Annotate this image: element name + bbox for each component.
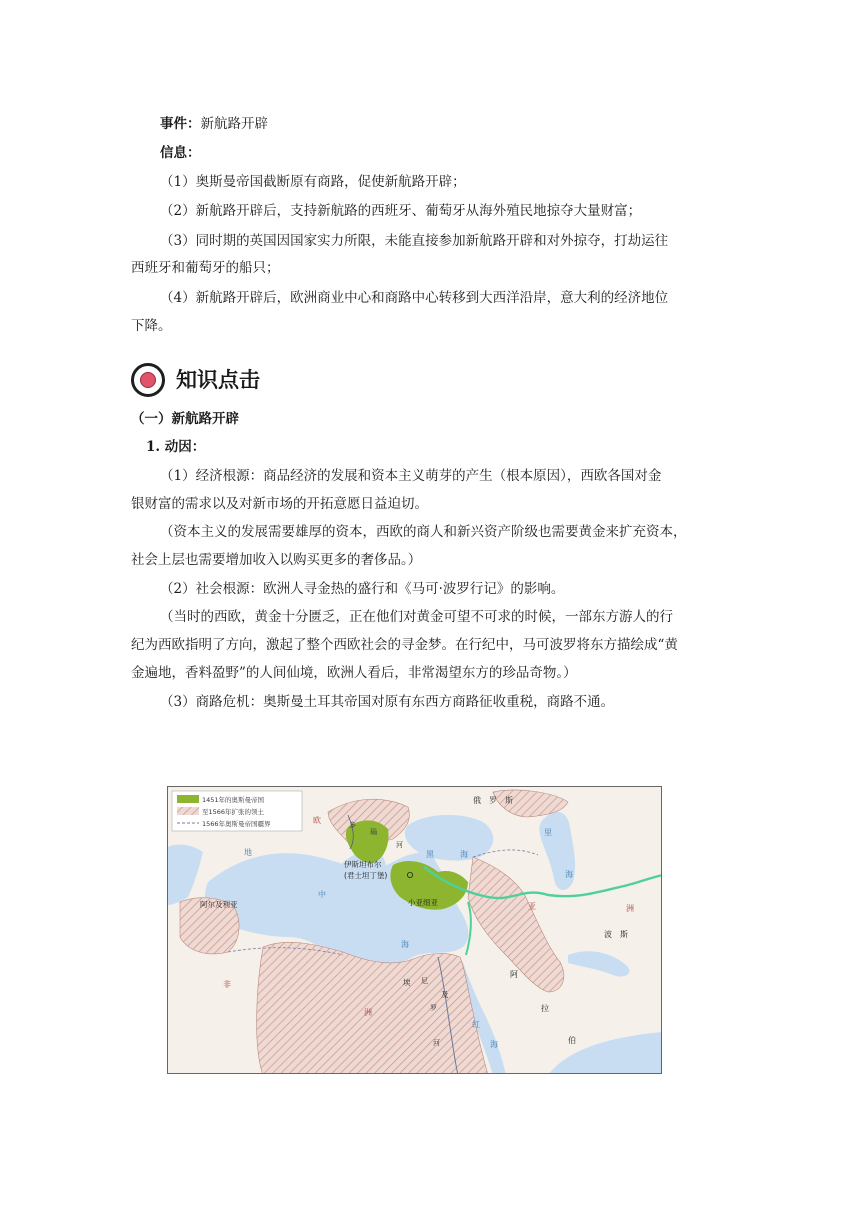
label-caspian-1: 里	[544, 828, 552, 837]
section-header: 知识点击	[176, 368, 260, 392]
label-nile-1: 尼	[421, 977, 428, 985]
label-istanbul: 伊斯坦布尔	[344, 860, 382, 869]
label-nile-3: 河	[433, 1039, 440, 1047]
label-asia-minor: 小亚细亚	[408, 898, 438, 907]
paragraph: 金遍地，香料盈野”的人间仙境，欧洲人看后，非常渴望东方的珍品奇物。）	[131, 665, 577, 681]
event-label: 事件：	[160, 116, 201, 132]
paragraph: （3）商路危机：奥斯曼土耳其帝国对原有东西方商路征收重税，商路不通。	[160, 694, 615, 710]
label-africa: 非	[223, 980, 231, 989]
label-med-2: 中	[318, 890, 326, 899]
label-arab-1: 阿	[510, 970, 518, 979]
label-africa-2: 洲	[364, 1008, 372, 1017]
info-item: （3）同时期的英国因国家实力所限，未能直接参加新航路开辟和对外掠夺，打劫运往	[160, 233, 669, 249]
label-red-sea-2: 海	[490, 1040, 498, 1049]
paragraph: 纪为西欧指明了方向，激起了整个西欧社会的寻金梦。在行纪中，马可波罗将东方描绘成“黄	[131, 637, 678, 653]
label-asia-1: 洲	[626, 904, 634, 913]
label-black-sea-1: 黑	[426, 850, 434, 859]
legend-boundary-1566: 1566年奥斯曼帝国疆界	[202, 820, 271, 828]
info-item-cont: 下降。	[131, 318, 172, 334]
ottoman-empire-map	[167, 786, 662, 1074]
subsection-title: 1. 动因：	[146, 439, 206, 455]
expansion-territory	[257, 942, 488, 1074]
paragraph: 社会上层也需要增加收入以购买更多的奢侈品。）	[131, 552, 422, 568]
event-value: 新航路开辟	[200, 116, 268, 132]
info-item: （4）新航路开辟后，欧洲商业中心和商路中心转移到大西洋沿岸，意大利的经济地位	[160, 290, 669, 306]
label-algeria: 阿尔及利亚	[200, 900, 238, 909]
section-title: （一）新航路开辟	[131, 411, 239, 427]
label-danube-2: 瑙	[370, 828, 377, 836]
label-egypt-2: 及	[441, 990, 449, 999]
label-black-sea-2: 海	[460, 850, 468, 859]
label-constantinople: (君士坦丁堡)	[344, 871, 388, 880]
label-red-sea-1: 红	[472, 1020, 480, 1029]
map-svg	[168, 787, 662, 1074]
paragraph: （当时的西欧，黄金十分匮乏，正在他们对黄金可望不可求的时候，一部东方游人的行	[160, 609, 673, 625]
paragraph: （1）经济根源：商品经济的发展和资本主义萌芽的产生（根本原因），西欧各国对金	[160, 468, 662, 484]
info-item: （1）奥斯曼帝国截断原有商路，促使新航路开辟；	[160, 174, 466, 190]
legend-expansion-1566: 至1566年扩张的领土	[202, 808, 265, 816]
paragraph: （资本主义的发展需要雄厚的资本，西欧的商人和新兴资产阶级也需要黄金来扩充资本，	[160, 524, 687, 540]
label-persia: 波 斯	[604, 930, 628, 939]
label-arab-3: 伯	[568, 1036, 576, 1045]
info-item-cont: 西班牙和葡萄牙的船只；	[131, 260, 280, 276]
label-danube-1: 多	[349, 821, 356, 829]
label-asia-2: 亚	[528, 902, 536, 911]
info-item: （2）新航路开辟后，支持新航路的西班牙、葡萄牙从海外殖民地掠夺大量财富；	[160, 203, 642, 219]
label-caspian-2: 海	[565, 870, 573, 879]
label-nile-2: 罗	[430, 1004, 437, 1012]
event-line	[160, 114, 268, 134]
label-russia: 俄 罗 斯	[473, 796, 513, 805]
paragraph: 银财富的需求以及对新市场的开拓意愿日益迫切。	[131, 496, 428, 512]
label-egypt-1: 埃	[403, 978, 411, 987]
label-arab-2: 拉	[541, 1004, 549, 1013]
label-med-1: 地	[244, 848, 252, 857]
paragraph: （2）社会根源：欧洲人寻金热的盛行和《马可·波罗行记》的影响。	[160, 581, 565, 597]
label-med-3: 海	[401, 940, 409, 949]
label-europe: 欧	[313, 816, 321, 825]
info-label: 信息：	[160, 145, 201, 161]
label-danube-3: 河	[396, 841, 403, 849]
target-icon	[131, 363, 165, 397]
legend-ottoman-1451: 1451年的奥斯曼帝国	[202, 796, 265, 804]
